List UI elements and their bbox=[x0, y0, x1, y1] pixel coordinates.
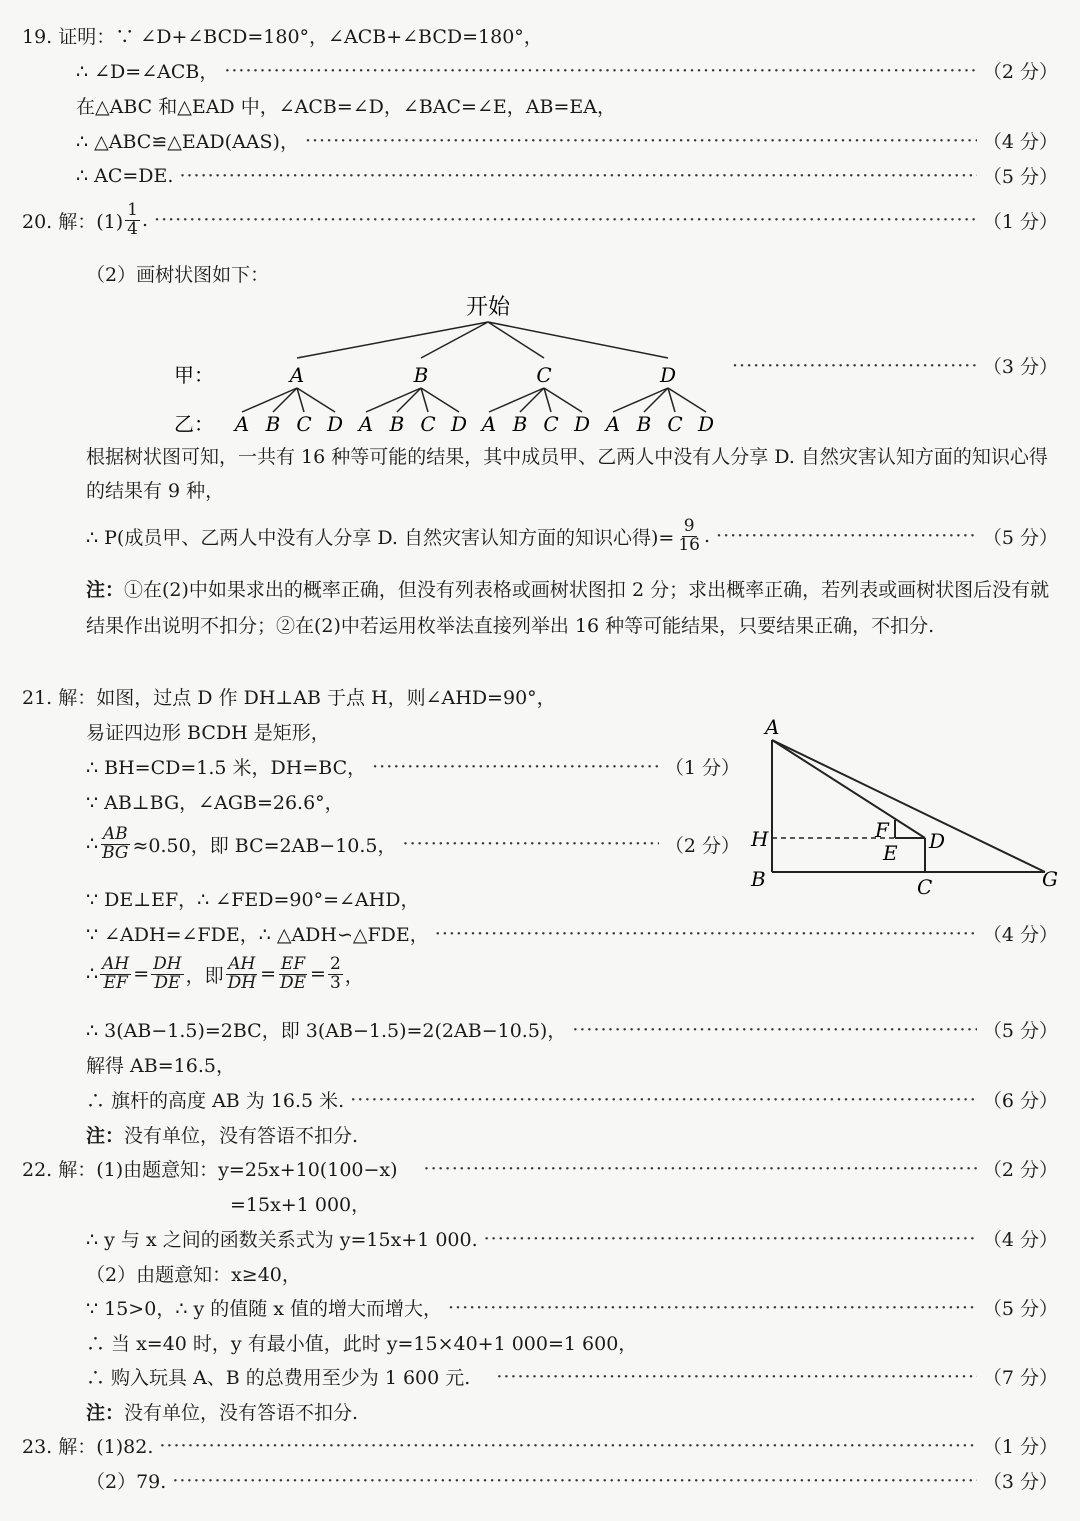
tree-edge bbox=[366, 388, 421, 412]
score: （1 分） bbox=[982, 1436, 1058, 1458]
score: （5 分） bbox=[982, 1298, 1058, 1320]
q20-paragraph: 根据树状图可知，一共有 16 种等可能的结果，其中成员甲、乙两人中没有人分享 D. 自然灾害认知方面的知识心得的结果有 9 种， bbox=[86, 446, 1048, 502]
tree-edge bbox=[397, 388, 421, 412]
tree-node-yi-B-C: C bbox=[420, 412, 436, 436]
score: （1 分） bbox=[982, 210, 1058, 233]
fraction: $\frac{1}{4}$ bbox=[127, 200, 138, 239]
q19-line4: ∴ △ABC≌△EAD(AAS)， ····· （4 分） bbox=[76, 127, 1058, 154]
score: （5 分） bbox=[982, 526, 1058, 549]
label-jia: 甲： bbox=[174, 363, 214, 387]
tree-node-yi-B-D: D bbox=[450, 412, 468, 436]
q21-line8: ∴ $\frac{AH}{EF}$ = $\frac{DH}{DE}$ ，即 $\frac{AH}{DH}$ = $\frac{EF}{DE}$ = $\frac{2}{3}$ ， bbox=[86, 954, 364, 993]
tree-node-yi-C-D: D bbox=[573, 412, 591, 436]
q20-tree-score bbox=[732, 352, 1058, 379]
tree-node-yi-A-A: A bbox=[234, 412, 250, 436]
q21-line6: ∵ DE⊥EF，∴ ∠FED=90°=∠AHD， bbox=[86, 889, 420, 911]
score: （6 分） bbox=[982, 1090, 1058, 1112]
fraction: $\frac{2}{3}$ bbox=[329, 954, 341, 993]
tree-node-yi-D-B: B bbox=[636, 412, 652, 436]
q21-line5: ∴ $\frac{AB}{BG}$ ≈0.50，即 BC=2AB−10.5， ····· （2 分） bbox=[86, 826, 740, 863]
q23-line2: （2）79. ····· （3 分） bbox=[86, 1467, 1058, 1494]
q21-line1: 21. 解：如图，过点 D 作 DH⊥AB 于点 H，则∠AHD=90°， bbox=[22, 687, 556, 709]
score: （4 分） bbox=[982, 924, 1058, 946]
tree-node-jia-D: D bbox=[659, 363, 677, 387]
q19-line3: 在△ABC 和△EAD 中，∠ACB=∠D，∠BAC=∠E，AB=EA， bbox=[76, 96, 616, 118]
tree-node-yi-D-D: D bbox=[697, 412, 715, 436]
tree-edge bbox=[520, 388, 544, 412]
q21-line11: ∴ 旗杆的高度 AB 为 16.5 米. ····· （6 分） bbox=[86, 1086, 1058, 1113]
q22-line7: ∴ 购入玩具 A、B 的总费用至少为 1 600 元. ····· （7 分） bbox=[86, 1363, 1058, 1390]
q22-line3: ∴ y 与 x 之间的函数关系式为 y=15x+1 000. ····· （4 分） bbox=[86, 1225, 1058, 1252]
score: （3 分） bbox=[982, 356, 1058, 378]
tree-node-yi-B-B: B bbox=[389, 412, 405, 436]
q20-line3: ∴ P(成员甲、乙两人中没有人分享 D. 自然灾害认知方面的知识心得)= $\frac{9}{16}$ . ····· （5 分） bbox=[86, 518, 1058, 555]
q21-line9: ∴ 3(AB−1.5)=2BC，即 3(AB−1.5)=2(2AB−10.5)， ····· （5 分） bbox=[86, 1016, 1058, 1043]
score: （4 分） bbox=[982, 131, 1058, 153]
q22-line5: ∵ 15>0，∴ y 的值随 x 值的增大而增大， ····· （5 分） bbox=[86, 1294, 1058, 1321]
q19-line5: ∴ AC=DE. ····· （5 分） bbox=[76, 162, 1058, 189]
q21-line7: ∵ ∠ADH=∠FDE，∴ △ADH∽△FDE， ····· （4 分） bbox=[86, 920, 1058, 947]
tree-diagram bbox=[160, 290, 760, 440]
tree-node-yi-D-A: A bbox=[605, 412, 621, 436]
label-yi: 乙： bbox=[174, 412, 214, 436]
q21-line4: ∵ AB⊥BG，∠AGB=26.6°， bbox=[86, 792, 344, 814]
tree-root: 开始 bbox=[465, 295, 511, 320]
q23-line1: 23. 解：(1)82. ····· （1 分） bbox=[22, 1432, 1058, 1459]
tree-node-yi-B-A: A bbox=[358, 412, 374, 436]
tree-node-yi-A-B: B bbox=[265, 412, 281, 436]
fraction: $\frac{DH}{DE}$ bbox=[153, 954, 182, 993]
tree-node-yi-A-C: C bbox=[296, 412, 312, 436]
tree-edge bbox=[644, 388, 668, 412]
q21-line3: ∴ BH=CD=1.5 米，DH=BC， ····· （1 分） bbox=[86, 753, 740, 780]
tree-node-jia-B: B bbox=[413, 363, 429, 387]
tree-node-jia-A: A bbox=[289, 363, 305, 387]
fraction: $\frac{AB}{BG}$ bbox=[102, 824, 129, 863]
score: （7 分） bbox=[982, 1367, 1058, 1389]
q20-line1: 20. 解：(1) $\frac{1}{4}$ . ····· （1 分） bbox=[22, 202, 1058, 239]
q22-line6: ∴ 当 x=40 时，y 有最小值，此时 y=15×40+1 000=1 600， bbox=[86, 1333, 638, 1355]
score: （4 分） bbox=[982, 1229, 1058, 1251]
score: （5 分） bbox=[982, 1020, 1058, 1042]
tree-edge bbox=[242, 388, 297, 412]
tree-node-yi-C-C: C bbox=[543, 412, 559, 436]
tree-edge bbox=[613, 388, 668, 412]
point-h: H bbox=[751, 827, 769, 851]
q20-line2: （2）画树状图如下： bbox=[86, 264, 270, 286]
point-b: B bbox=[751, 867, 766, 891]
point-d: D bbox=[929, 829, 946, 853]
tree-node-yi-D-C: C bbox=[667, 412, 683, 436]
tree-edge bbox=[273, 388, 297, 412]
tree-node-jia-C: C bbox=[536, 363, 552, 387]
q21-line10: 解得 AB=16.5， bbox=[86, 1055, 235, 1077]
tree-node-yi-C-B: B bbox=[512, 412, 528, 436]
fraction: $\frac{AH}{EF}$ bbox=[102, 954, 130, 993]
q20-note: 注：①在(2)中如果求出的概率正确，但没有列表格或画树状图扣 2 分；求出概率正确，若列表或画树状图后没有就结果作出说明不扣分；②在(2)中若运用枚举法直接列举出 16 种等可能结果，只要结果正确，不扣分. bbox=[86, 579, 1050, 637]
q19-line1: 19. 证明：∵ ∠D+∠BCD=180°，∠ACB+∠BCD=180°， bbox=[22, 26, 543, 48]
flagpole-figure bbox=[745, 712, 1065, 902]
score: （2 分） bbox=[982, 61, 1058, 83]
point-g: G bbox=[1042, 867, 1058, 891]
tree-node-yi-A-D: D bbox=[326, 412, 344, 436]
fraction: $\frac{EF}{DE}$ bbox=[280, 954, 307, 993]
score: （3 分） bbox=[982, 1471, 1058, 1493]
q19-line2: ∴ ∠D=∠ACB， ····· （2 分） bbox=[76, 57, 1058, 84]
q22-line2: =15x+1 000， bbox=[230, 1194, 371, 1216]
fraction: $\frac{AH}{DH}$ bbox=[227, 954, 257, 993]
point-f: F bbox=[875, 818, 889, 842]
tree-node-yi-C-A: A bbox=[481, 412, 497, 436]
score: （2 分） bbox=[982, 1159, 1058, 1181]
score: （2 分） bbox=[664, 834, 740, 857]
score: （5 分） bbox=[982, 166, 1058, 188]
q22-note: 注：没有单位，没有答语不扣分. bbox=[86, 1402, 359, 1424]
fraction: $\frac{9}{16}$ bbox=[678, 516, 700, 555]
point-e: E bbox=[883, 841, 898, 865]
point-c: C bbox=[917, 875, 933, 899]
q21-line2: 易证四边形 BCDH 是矩形， bbox=[86, 722, 330, 744]
tree-edge bbox=[489, 388, 544, 412]
q22-line4: （2）由题意知：x≥40， bbox=[86, 1264, 301, 1286]
q22-line1: 22. 解：(1)由题意知：y=25x+10(100−x) ····· （2 分） bbox=[22, 1155, 1058, 1182]
point-a: A bbox=[765, 715, 780, 739]
score: （1 分） bbox=[664, 757, 740, 779]
q21-note: 注：没有单位，没有答语不扣分. bbox=[86, 1125, 359, 1147]
